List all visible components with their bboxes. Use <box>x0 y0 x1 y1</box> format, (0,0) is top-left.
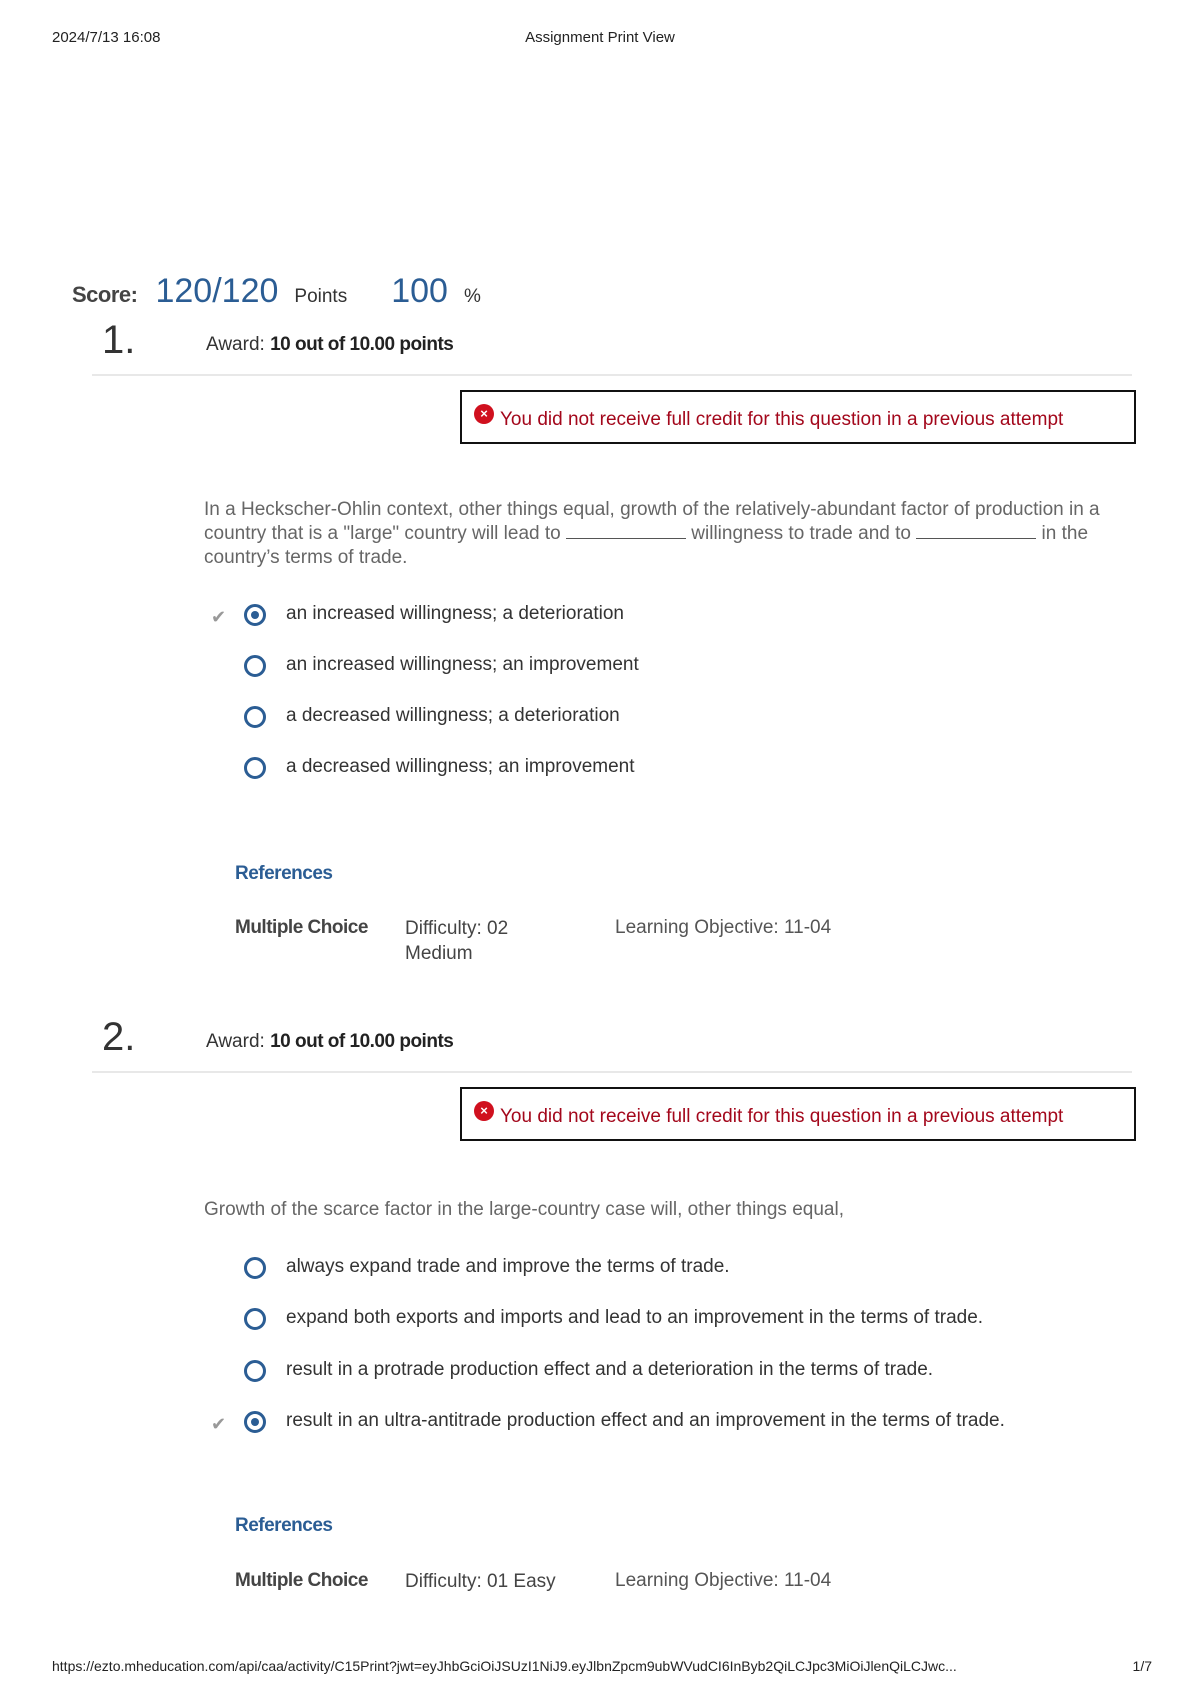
learning-objective: Learning Objective: 11-04 <box>615 917 832 938</box>
answer-blank <box>916 524 1036 539</box>
error-x-icon: × <box>474 404 494 424</box>
award <box>206 334 453 356</box>
answer-option[interactable] <box>0 1354 1200 1394</box>
checkmark-icon: ✔ <box>211 607 227 627</box>
print-url: https://ezto.mheducation.com/api/caa/activity/C15Print?jwt=eyJhbGciOiJSUzI1NiJ9.eyJlbnZpcm9ubWVudCI6InByb2QiLCJpc3MiOiJlenQiLCJwc... <box>52 1658 957 1674</box>
radio-button-selected[interactable] <box>244 1411 266 1433</box>
option-label: result in an ultra-antitrade production effect and an improvement in the terms of trade. <box>286 1410 1005 1431</box>
award-value: 10 out of 10.00 points <box>270 1031 454 1052</box>
radio-button[interactable] <box>244 1360 266 1382</box>
radio-button[interactable] <box>244 1308 266 1330</box>
warning-text: You did not receive full credit for this question in a previous attempt <box>500 1106 1064 1127</box>
previous-attempt-warning <box>460 390 1136 444</box>
difficulty <box>405 916 508 966</box>
radio-button[interactable] <box>244 706 266 728</box>
question-text: Growth of the scarce factor in the large-country case will, other things equal, <box>204 1199 844 1220</box>
answer-option[interactable] <box>0 1405 1200 1445</box>
references-link[interactable]: References <box>235 1515 333 1536</box>
question-text <box>204 498 1134 570</box>
score-label: Score: <box>72 282 138 307</box>
score-percent-symbol: % <box>463 286 481 307</box>
radio-button[interactable] <box>244 1257 266 1279</box>
score-points-unit: Points <box>294 286 348 307</box>
previous-attempt-warning <box>460 1087 1136 1141</box>
option-label: always expand trade and improve the terms of trade. <box>286 1256 730 1277</box>
option-label: a decreased willingness; an improvement <box>286 756 635 777</box>
option-label: result in a protrade production effect and a deterioration in the terms of trade. <box>286 1359 934 1380</box>
answer-option[interactable] <box>0 751 1200 791</box>
option-label: an increased willingness; an improvement <box>286 654 639 675</box>
difficulty: Difficulty: 01 Easy <box>405 1571 556 1592</box>
error-x-icon: × <box>474 1101 494 1121</box>
award <box>206 1031 453 1053</box>
print-datetime: 2024/7/13 16:08 <box>52 29 161 46</box>
references-link[interactable]: References <box>235 863 333 884</box>
radio-button-selected[interactable] <box>244 604 266 626</box>
radio-button[interactable] <box>244 655 266 677</box>
question-text-part: In a Heckscher-Ohlin context, other things equal, growth of the relatively-abundant factor of production in a country that is a "large" country will lead to <box>204 499 1100 544</box>
option-label: expand both exports and imports and lead to an improvement in the terms of trade. <box>286 1307 984 1328</box>
question-number: 2. <box>102 1015 136 1059</box>
award-label: Award: <box>206 1031 265 1052</box>
answer-option[interactable] <box>0 598 1200 638</box>
question-text-part: willingness to trade and to <box>691 523 911 544</box>
question-text-part: in the country’s terms of trade. <box>204 523 1089 568</box>
difficulty-line: Medium <box>405 943 473 964</box>
question-type: Multiple Choice <box>235 1570 368 1591</box>
checkmark-icon: ✔ <box>211 1414 227 1434</box>
question-type: Multiple Choice <box>235 917 368 938</box>
score-value: 120/120 <box>155 272 279 310</box>
answer-option[interactable] <box>0 1251 1200 1291</box>
answer-blank <box>566 524 686 539</box>
question-divider <box>92 1071 1132 1073</box>
difficulty-line: Difficulty: 02 <box>405 918 509 939</box>
print-title: Assignment Print View <box>525 29 675 46</box>
page-number: 1/7 <box>1132 1658 1152 1674</box>
answer-option[interactable] <box>0 700 1200 740</box>
award-value: 10 out of 10.00 points <box>270 334 454 355</box>
warning-text: You did not receive full credit for this question in a previous attempt <box>500 409 1064 430</box>
answer-option[interactable] <box>0 1302 1200 1342</box>
score-percent: 100 <box>391 272 448 310</box>
learning-objective: Learning Objective: 11-04 <box>615 1570 832 1591</box>
answer-option[interactable] <box>0 649 1200 689</box>
radio-button[interactable] <box>244 757 266 779</box>
score-summary <box>72 272 481 311</box>
option-label: an increased willingness; a deterioration <box>286 603 624 624</box>
question-divider <box>92 374 1132 376</box>
question-number: 1. <box>102 318 136 362</box>
award-label: Award: <box>206 334 265 355</box>
option-label: a decreased willingness; a deterioration <box>286 705 620 726</box>
